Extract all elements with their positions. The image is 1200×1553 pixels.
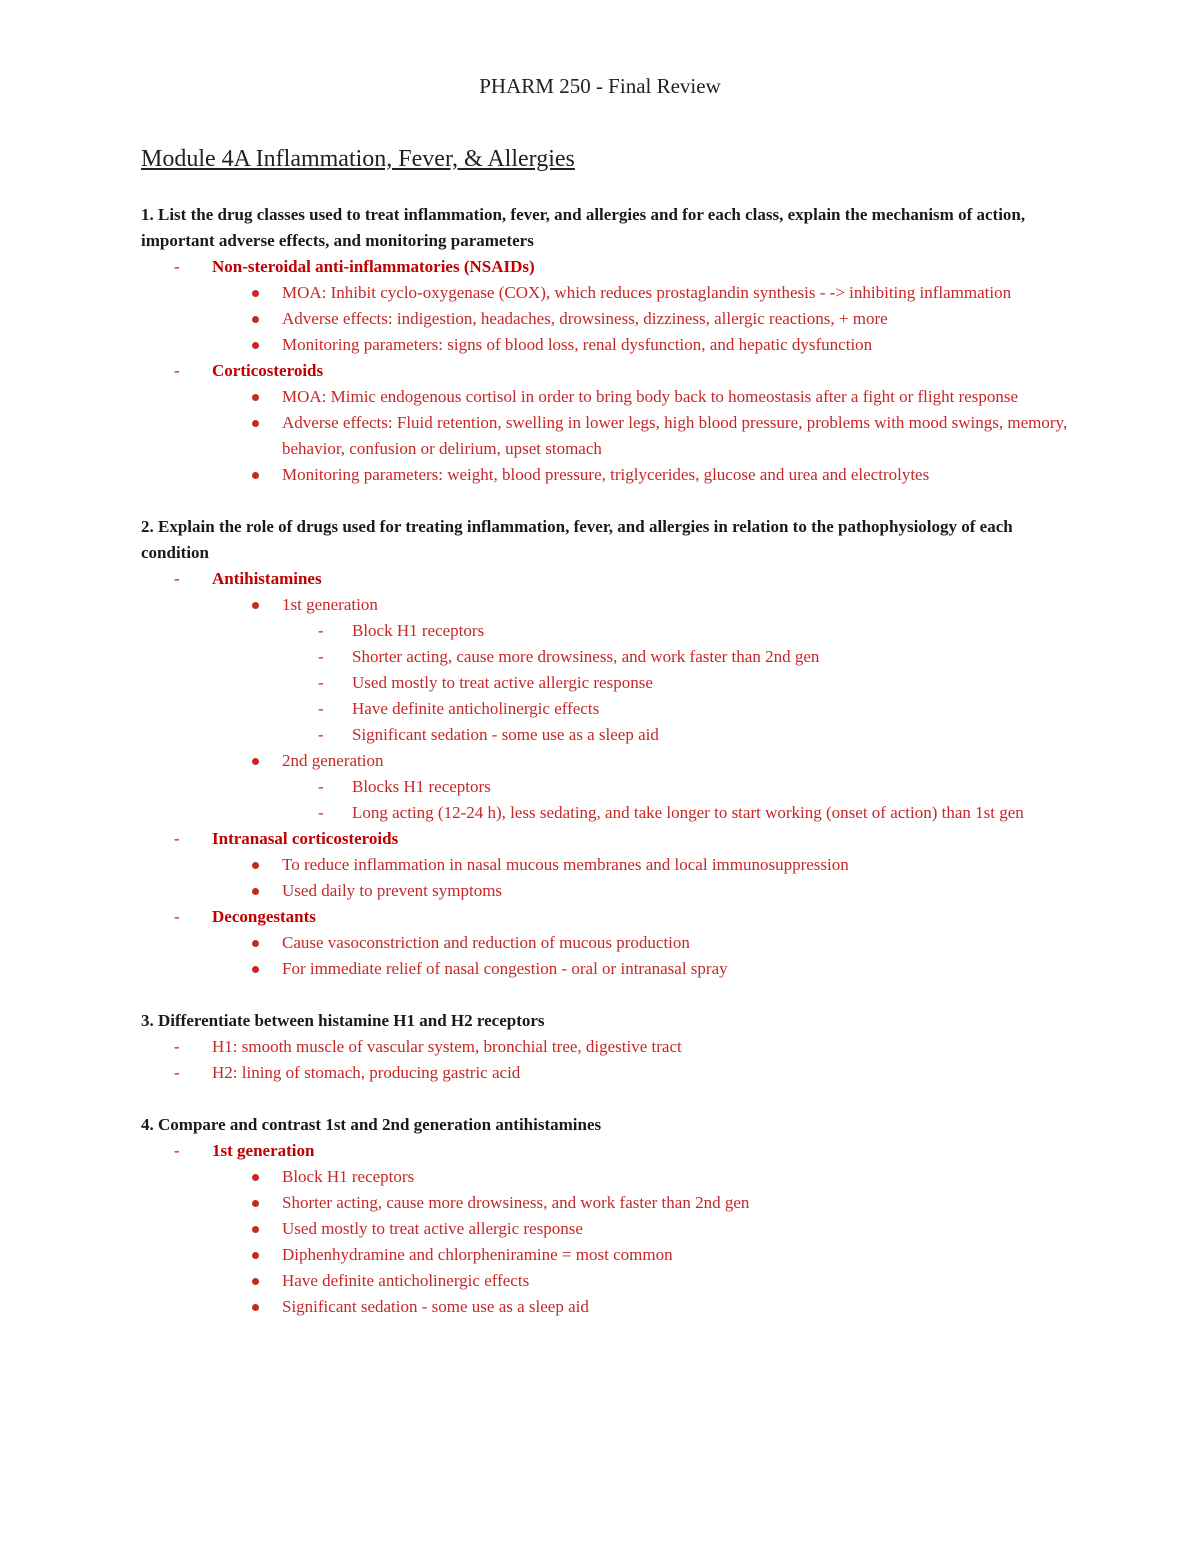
list-item: - Have definite anticholinergic effects [318,699,600,718]
drug-class-heading: Decongestants [212,907,316,926]
list-item-text: Long acting (12-24 h), less sedating, and take longer to start working (onset of action) than 1st gen [352,803,1024,822]
list-item-text: H1: smooth muscle of vascular system, bronchial tree, digestive tract [212,1037,682,1056]
list-item: - H1: smooth muscle of vascular system, bronchial tree, digestive tract [174,1037,682,1056]
list-item: - Intranasal corticosteroids [174,829,399,848]
list-item-text: Block H1 receptors [282,1167,415,1186]
bullet-icon [252,862,259,869]
bullet-icon [252,1304,259,1311]
list-item: - Decongestants [174,907,316,926]
list-item: - 1st generation [174,1141,315,1160]
list-item-text: MOA: Inhibit cyclo-oxygenase (COX), which reduces prostaglandin synthesis - -> inhibiting inflammation [282,283,1012,302]
list-item-text: Blocks H1 receptors [352,777,491,796]
list-item [141,280,1071,306]
document-title: PHARM 250 - Final Review [479,74,721,98]
drug-class-heading: Non-steroidal anti-inflammatories (NSAIDs) [212,257,535,276]
list-item-text: Used mostly to treat active allergic response [282,1219,583,1238]
bullet-icon [252,966,259,973]
bullet-icon [252,472,259,479]
list-item [141,332,1071,358]
list-item [141,1164,1071,1190]
list-item: - Significant sedation - some use as a sleep aid [318,725,659,744]
bullet-icon [252,420,259,427]
list-item [141,384,1071,410]
list-item-text: Used mostly to treat active allergic response [352,673,653,692]
drug-class-heading: Antihistamines [212,569,322,588]
list-item: - Antihistamines [174,569,322,588]
list-item [141,592,1071,618]
list-item [141,1242,1071,1268]
list-item: - H2: lining of stomach, producing gastric acid [174,1063,521,1082]
list-item: - Block H1 receptors [318,621,485,640]
list-item-text: Monitoring parameters: signs of blood loss, renal dysfunction, and hepatic dysfunction [282,335,873,354]
list-item [141,748,1071,774]
list-item-text: Block H1 receptors [352,621,485,640]
list-item-text: MOA: Mimic endogenous cortisol in order to bring body back to homeostasis after a fight or flight response [282,387,1019,406]
list-item-text: 1st generation [282,595,378,614]
question-3: 3. Differentiate between histamine H1 and H2 receptors [141,1011,545,1030]
list-item: - Shorter acting, cause more drowsiness, and work faster than 2nd gen [318,647,820,666]
bullet-icon [252,888,259,895]
list-item-text: To reduce inflammation in nasal mucous membranes and local immunosuppression [282,855,849,874]
list-item [141,930,1071,956]
list-item [141,1190,1071,1216]
list-item [141,1216,1071,1242]
list-item [141,1268,1071,1294]
bullet-icon [252,290,259,297]
list-item: - Non-steroidal anti-inflammatories (NSAIDs) [174,257,535,276]
bullet-icon [252,316,259,323]
list-item-text: H2: lining of stomach, producing gastric acid [212,1063,521,1082]
bullet-icon [252,394,259,401]
module-heading: Module 4A Inflammation, Fever, & Allergies [141,146,575,172]
question-2: 2. Explain the role of drugs used for treating inflammation, fever, and allergies in relation to the pathophysiology of each condition [141,517,1013,562]
list-item-text: Used daily to prevent symptoms [282,881,503,900]
list-item [141,878,1071,904]
bullet-icon [252,1278,259,1285]
drug-class-heading: 1st generation [212,1141,315,1160]
bullet-icon [252,1252,259,1259]
drug-class-heading: Corticosteroids [212,361,324,380]
list-item-text: Adverse effects: indigestion, headaches, drowsiness, dizziness, allergic reactions, + more [282,309,888,328]
list-item-text: Cause vasoconstriction and reduction of mucous production [282,933,690,952]
list-item [141,852,1071,878]
list-item [141,956,1071,982]
list-item: - Corticosteroids [174,361,324,380]
bullet-icon [252,1174,259,1181]
list-item-text: Significant sedation - some use as a sleep aid [352,725,659,744]
list-item [141,462,1071,488]
list-item-text: Shorter acting, cause more drowsiness, and work faster than 2nd gen [282,1193,750,1212]
list-item: - Used mostly to treat active allergic response [318,673,653,692]
list-item: - Long acting (12-24 h), less sedating, and take longer to start working (onset of action) than 1st gen [318,803,1024,822]
list-item: - Blocks H1 receptors [318,777,491,796]
list-item [141,410,1071,462]
bullet-icon [252,940,259,947]
question-4: 4. Compare and contrast 1st and 2nd generation antihistamines [141,1115,602,1134]
list-item-text: Have definite anticholinergic effects [352,699,600,718]
question-1: 1. List the drug classes used to treat inflammation, fever, and allergies and for each class, explain the mechanism of action, important adverse effects, and monitoring parameters [141,205,1026,250]
bullet-icon [252,1200,259,1207]
document-body [141,202,1071,1320]
list-item-text: Shorter acting, cause more drowsiness, and work faster than 2nd gen [352,647,820,666]
bullet-icon [252,1226,259,1233]
list-item [141,306,1071,332]
list-item-text: Monitoring parameters: weight, blood pressure, triglycerides, glucose and urea and electrolytes [282,465,930,484]
list-item-text: Adverse effects: Fluid retention, swelling in lower legs, high blood pressure, problems with mood swings, memory, behavior, confusion or delirium, upset stomach [282,413,1068,458]
list-item-text: 2nd generation [282,751,384,770]
list-item-text: Diphenhydramine and chlorpheniramine = most common [282,1245,673,1264]
bullet-icon [252,758,259,765]
list-item-text: Significant sedation - some use as a sleep aid [282,1297,589,1316]
list-item [141,1294,1071,1320]
list-item-text: Have definite anticholinergic effects [282,1271,530,1290]
bullet-icon [252,602,259,609]
list-item-text: For immediate relief of nasal congestion - oral or intranasal spray [282,959,728,978]
drug-class-heading: Intranasal corticosteroids [212,829,399,848]
bullet-icon [252,342,259,349]
